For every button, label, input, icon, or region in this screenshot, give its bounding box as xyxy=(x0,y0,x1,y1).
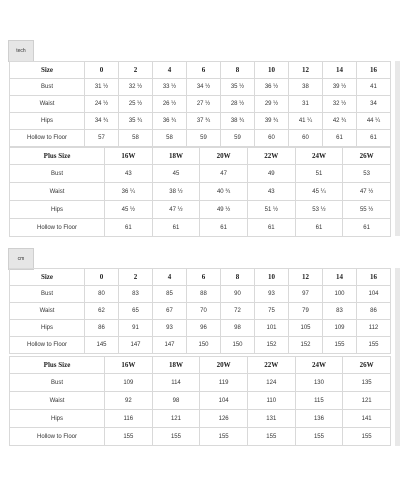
table-cell: 83 xyxy=(323,303,357,320)
row-label: Bust xyxy=(10,79,85,96)
table-cell: 43 xyxy=(247,183,295,201)
table-cell: 53 xyxy=(343,165,391,183)
header-cell: 20W xyxy=(200,357,248,374)
table-cell: 59 xyxy=(221,130,255,147)
header-cell: 18W xyxy=(152,357,200,374)
table-cell: 61 xyxy=(200,219,248,237)
table-row xyxy=(10,286,391,303)
header-cell: 22W xyxy=(247,357,295,374)
table-cell: 36 ½ xyxy=(255,79,289,96)
table-cell: 152 xyxy=(289,337,323,354)
table-cell: 45 ¼ xyxy=(295,183,343,201)
table-cell: 93 xyxy=(255,286,289,303)
header-cell: 4 xyxy=(153,62,187,79)
table-cell: 26 ½ xyxy=(153,96,187,113)
table-cell: 147 xyxy=(119,337,153,354)
table-header-row xyxy=(10,357,391,374)
table-cell: 70 xyxy=(187,303,221,320)
row-label: Hollow to Floor xyxy=(10,219,105,237)
header-cell: 16 xyxy=(357,62,391,79)
table-cell: 43 xyxy=(105,165,153,183)
header-cell: 2 xyxy=(119,62,153,79)
header-cell: 10 xyxy=(255,269,289,286)
row-label: Waist xyxy=(10,183,105,201)
table-row xyxy=(10,337,391,354)
table-row xyxy=(10,374,391,392)
header-cell: 8 xyxy=(221,269,255,286)
header-cell: 0 xyxy=(85,269,119,286)
table-cell: 40 ¾ xyxy=(200,183,248,201)
table-row xyxy=(10,410,391,428)
header-cell: 8 xyxy=(221,62,255,79)
plus-size-table-cm xyxy=(9,356,391,446)
table-cell: 126 xyxy=(200,410,248,428)
table-cell: 67 xyxy=(153,303,187,320)
table-cell: 49 xyxy=(247,165,295,183)
table-cell: 100 xyxy=(323,286,357,303)
standard-size-table-tech xyxy=(9,61,391,147)
table-cell: 24 ½ xyxy=(85,96,119,113)
table-cell: 98 xyxy=(221,320,255,337)
table-row xyxy=(10,183,391,201)
header-cell: 16W xyxy=(105,148,153,165)
table-cell: 65 xyxy=(119,303,153,320)
header-cell: 18W xyxy=(152,148,200,165)
table-cell: 36 ¾ xyxy=(153,113,187,130)
table-cell: 147 xyxy=(153,337,187,354)
table-cell: 32 ½ xyxy=(119,79,153,96)
header-cell: 22W xyxy=(247,148,295,165)
table-cell: 61 xyxy=(343,219,391,237)
table-cell: 155 xyxy=(152,428,200,446)
table-cell: 47 ½ xyxy=(152,201,200,219)
table-cell: 55 ½ xyxy=(343,201,391,219)
table-cell: 49 ½ xyxy=(200,201,248,219)
table-cell: 124 xyxy=(247,374,295,392)
header-cell: 16W xyxy=(105,357,153,374)
table-cell: 58 xyxy=(119,130,153,147)
table-cell: 135 xyxy=(343,374,391,392)
header-cell: Size xyxy=(10,62,85,79)
table-cell: 155 xyxy=(200,428,248,446)
table-cell: 119 xyxy=(200,374,248,392)
unit-label-cm xyxy=(8,248,34,270)
table-cell: 42 ¾ xyxy=(323,113,357,130)
table-cell: 61 xyxy=(105,219,153,237)
header-cell: Size xyxy=(10,269,85,286)
table-cell: 34 ¾ xyxy=(85,113,119,130)
table-header-row xyxy=(10,269,391,286)
table-cell: 116 xyxy=(105,410,153,428)
header-cell: Plus Size xyxy=(10,357,105,374)
row-label: Hips xyxy=(10,410,105,428)
table-cell: 47 xyxy=(200,165,248,183)
table-cell: 35 ¾ xyxy=(119,113,153,130)
header-cell: 24W xyxy=(295,148,343,165)
table-cell: 98 xyxy=(152,392,200,410)
table-cell: 155 xyxy=(295,428,343,446)
table-row xyxy=(10,428,391,446)
table-cell: 150 xyxy=(221,337,255,354)
table-cell: 38 xyxy=(289,79,323,96)
table-cell: 130 xyxy=(295,374,343,392)
table-cell: 45 ½ xyxy=(105,201,153,219)
table-row xyxy=(10,320,391,337)
table-cell: 28 ½ xyxy=(221,96,255,113)
table-cell: 61 xyxy=(323,130,357,147)
table-cell: 60 xyxy=(255,130,289,147)
header-cell: 12 xyxy=(289,62,323,79)
table-cell: 91 xyxy=(119,320,153,337)
table-cell: 93 xyxy=(153,320,187,337)
header-cell: 2 xyxy=(119,269,153,286)
table-cell: 112 xyxy=(357,320,391,337)
row-label: Hips xyxy=(10,113,85,130)
table-cell: 51 ½ xyxy=(247,201,295,219)
table-cell: 155 xyxy=(247,428,295,446)
table-cell: 109 xyxy=(323,320,357,337)
table-row xyxy=(10,165,391,183)
row-label: Bust xyxy=(10,165,105,183)
table-cell: 101 xyxy=(255,320,289,337)
table-cell: 27 ½ xyxy=(187,96,221,113)
unit-label-text: cm xyxy=(17,256,25,262)
table-cell: 39 ¾ xyxy=(255,113,289,130)
header-cell: 6 xyxy=(187,62,221,79)
table-cell: 38 ¾ xyxy=(221,113,255,130)
table-cell: 86 xyxy=(85,320,119,337)
table-cell: 79 xyxy=(289,303,323,320)
table-cell: 36 ¼ xyxy=(105,183,153,201)
table-row xyxy=(10,219,391,237)
table-cell: 155 xyxy=(323,337,357,354)
table-cell: 38 ½ xyxy=(152,183,200,201)
table-row xyxy=(10,130,391,147)
table-cell: 90 xyxy=(221,286,255,303)
table-cell: 97 xyxy=(289,286,323,303)
unit-label-tech xyxy=(8,40,34,62)
table-cell: 88 xyxy=(187,286,221,303)
table-cell: 104 xyxy=(357,286,391,303)
table-cell: 121 xyxy=(343,392,391,410)
table-cell: 61 xyxy=(247,219,295,237)
table-cell: 45 xyxy=(152,165,200,183)
table-cell: 57 xyxy=(85,130,119,147)
table-cell: 58 xyxy=(153,130,187,147)
row-label: Waist xyxy=(10,96,85,113)
header-cell: 0 xyxy=(85,62,119,79)
table-cell: 61 xyxy=(295,219,343,237)
table-cell: 85 xyxy=(153,286,187,303)
row-label: Waist xyxy=(10,303,85,320)
table-cell: 72 xyxy=(221,303,255,320)
header-cell: 10 xyxy=(255,62,289,79)
table-cell: 44 ¼ xyxy=(357,113,391,130)
table-cell: 75 xyxy=(255,303,289,320)
header-cell: 16 xyxy=(357,269,391,286)
table-cell: 105 xyxy=(289,320,323,337)
table-row xyxy=(10,201,391,219)
table-cell: 35 ½ xyxy=(221,79,255,96)
row-label: Hips xyxy=(10,201,105,219)
table-cell: 145 xyxy=(85,337,119,354)
table-header-row xyxy=(10,62,391,79)
row-label: Hips xyxy=(10,320,85,337)
table-cell: 47 ½ xyxy=(343,183,391,201)
table-cell: 53 ½ xyxy=(295,201,343,219)
row-label: Waist xyxy=(10,392,105,410)
table-cell: 25 ½ xyxy=(119,96,153,113)
header-cell: 26W xyxy=(343,148,391,165)
row-label: Hollow to Floor xyxy=(10,428,105,446)
table-cell: 131 xyxy=(247,410,295,428)
side-scroll-strip xyxy=(395,61,400,236)
table-cell: 31 xyxy=(289,96,323,113)
table-cell: 152 xyxy=(255,337,289,354)
unit-label-text: tech xyxy=(16,48,26,54)
table-row xyxy=(10,113,391,130)
table-cell: 31 ½ xyxy=(85,79,119,96)
table-cell: 80 xyxy=(85,286,119,303)
table-cell: 86 xyxy=(357,303,391,320)
table-row xyxy=(10,392,391,410)
table-row xyxy=(10,79,391,96)
table-cell: 29 ½ xyxy=(255,96,289,113)
header-cell: 20W xyxy=(200,148,248,165)
header-cell: 6 xyxy=(187,269,221,286)
table-cell: 121 xyxy=(152,410,200,428)
header-cell: Plus Size xyxy=(10,148,105,165)
table-cell: 41 xyxy=(357,79,391,96)
standard-size-table-cm xyxy=(9,268,391,354)
table-cell: 155 xyxy=(357,337,391,354)
table-cell: 136 xyxy=(295,410,343,428)
header-cell: 12 xyxy=(289,269,323,286)
table-cell: 150 xyxy=(187,337,221,354)
table-cell: 37 ¾ xyxy=(187,113,221,130)
table-cell: 33 ½ xyxy=(153,79,187,96)
table-cell: 61 xyxy=(152,219,200,237)
table-cell: 110 xyxy=(247,392,295,410)
row-label: Bust xyxy=(10,374,105,392)
table-cell: 83 xyxy=(119,286,153,303)
table-cell: 109 xyxy=(105,374,153,392)
plus-size-table-tech xyxy=(9,147,391,237)
table-cell: 41 ¼ xyxy=(289,113,323,130)
table-cell: 34 xyxy=(357,96,391,113)
table-cell: 104 xyxy=(200,392,248,410)
row-label: Hollow to Floor xyxy=(10,130,85,147)
table-row xyxy=(10,96,391,113)
header-cell: 14 xyxy=(323,269,357,286)
table-cell: 34 ½ xyxy=(187,79,221,96)
header-cell: 14 xyxy=(323,62,357,79)
table-cell: 114 xyxy=(152,374,200,392)
table-row xyxy=(10,303,391,320)
table-cell: 141 xyxy=(343,410,391,428)
table-cell: 92 xyxy=(105,392,153,410)
table-cell: 51 xyxy=(295,165,343,183)
row-label: Bust xyxy=(10,286,85,303)
table-cell: 61 xyxy=(357,130,391,147)
table-cell: 39 ½ xyxy=(323,79,357,96)
table-cell: 115 xyxy=(295,392,343,410)
table-cell: 59 xyxy=(187,130,221,147)
table-cell: 96 xyxy=(187,320,221,337)
table-cell: 60 xyxy=(289,130,323,147)
table-cell: 155 xyxy=(343,428,391,446)
side-scroll-strip xyxy=(395,268,400,446)
table-header-row xyxy=(10,148,391,165)
header-cell: 26W xyxy=(343,357,391,374)
table-cell: 32 ½ xyxy=(323,96,357,113)
table-cell: 62 xyxy=(85,303,119,320)
header-cell: 4 xyxy=(153,269,187,286)
table-cell: 155 xyxy=(105,428,153,446)
header-cell: 24W xyxy=(295,357,343,374)
row-label: Hollow to Floor xyxy=(10,337,85,354)
